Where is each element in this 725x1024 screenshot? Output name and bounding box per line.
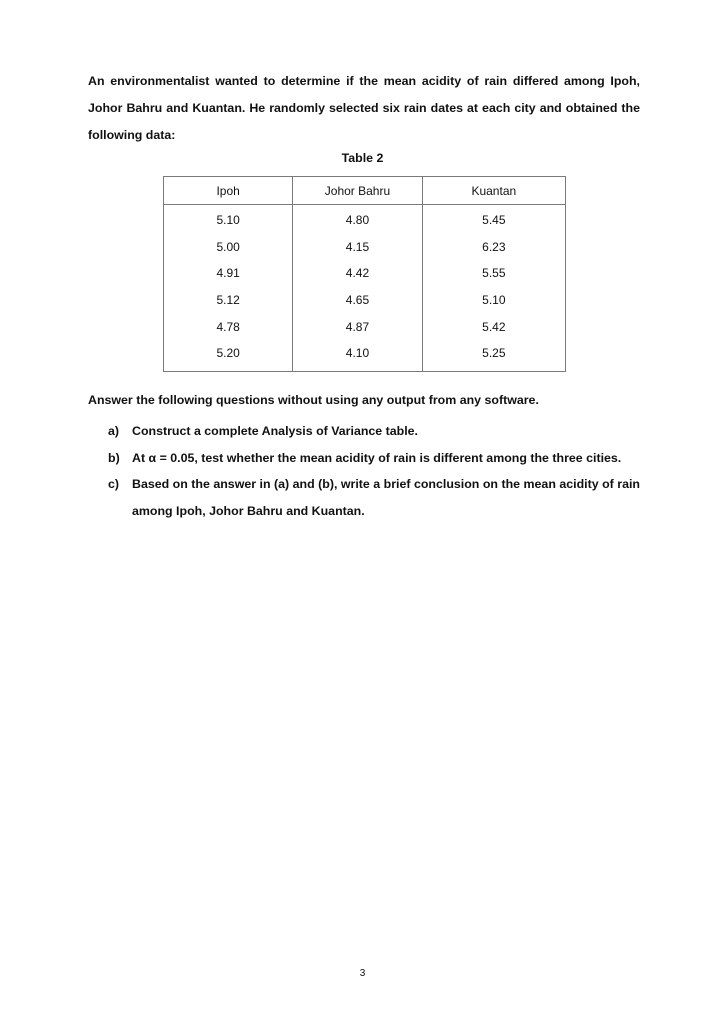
table-row — [164, 234, 566, 261]
question-letter: c) — [108, 477, 120, 491]
intro-line: following data: — [88, 128, 176, 142]
table-row — [164, 340, 566, 371]
intro-line: Johor Bahru and Kuantan. He randomly selected six rain dates at each city and obtained the — [88, 101, 640, 115]
table-cell: 5.00 — [164, 234, 293, 261]
table-cell: 5.20 — [164, 340, 293, 371]
data-table — [163, 176, 566, 372]
table-cell: 4.78 — [164, 313, 293, 340]
column-header-johor-bahru: Johor Bahru — [293, 177, 422, 205]
table-caption: Table 2 — [341, 151, 384, 165]
question-text: Construct a complete Analysis of Variance table. — [132, 424, 418, 438]
table-cell: 5.12 — [164, 287, 293, 314]
table-cell: 4.15 — [293, 234, 422, 261]
question-item-c — [108, 471, 640, 524]
question-item-b — [108, 445, 640, 472]
table-cell: 6.23 — [482, 239, 506, 254]
table-row — [164, 287, 566, 314]
question-letter: b) — [108, 450, 120, 465]
table-cell: 4.10 — [293, 340, 422, 371]
table-cell: 5.55 — [482, 266, 506, 281]
table-cell: 4.87 — [293, 313, 422, 340]
table-cell: 5.42 — [482, 319, 506, 334]
page-number: 3 — [359, 968, 366, 979]
table-cell: 4.80 — [293, 205, 422, 234]
table-cell: 5.10 — [482, 293, 506, 308]
question-item-a — [108, 418, 640, 445]
table-row — [164, 205, 566, 234]
intro-paragraph — [88, 68, 640, 149]
table-row — [164, 260, 566, 287]
column-header-kuantan: Kuantan — [422, 177, 565, 205]
answer-instructions: Answer the following questions without using any output from any software. — [88, 393, 539, 407]
question-text: Based on the answer in (a) and (b), write a brief conclusion on the mean acidity of rain among Ipoh, Johor Bahru and Kuantan. — [132, 477, 640, 518]
table-row — [164, 313, 566, 340]
column-header-ipoh: Ipoh — [164, 177, 293, 205]
table-header-row — [164, 177, 566, 205]
table-cell: 5.25 — [482, 346, 506, 361]
question-letter: a) — [108, 424, 120, 438]
table-cell: 4.65 — [293, 287, 422, 314]
table-cell: 4.42 — [293, 260, 422, 287]
table-cell: 4.91 — [164, 260, 293, 287]
intro-line: An environmentalist wanted to determine if the mean acidity of rain differed among Ipoh, — [88, 74, 640, 88]
question-list — [108, 418, 640, 524]
table-cell: 5.10 — [164, 205, 293, 234]
table-cell: 5.45 — [482, 213, 506, 228]
question-text: At α = 0.05, test whether the mean acidity of rain is different among the three cities. — [132, 450, 622, 465]
